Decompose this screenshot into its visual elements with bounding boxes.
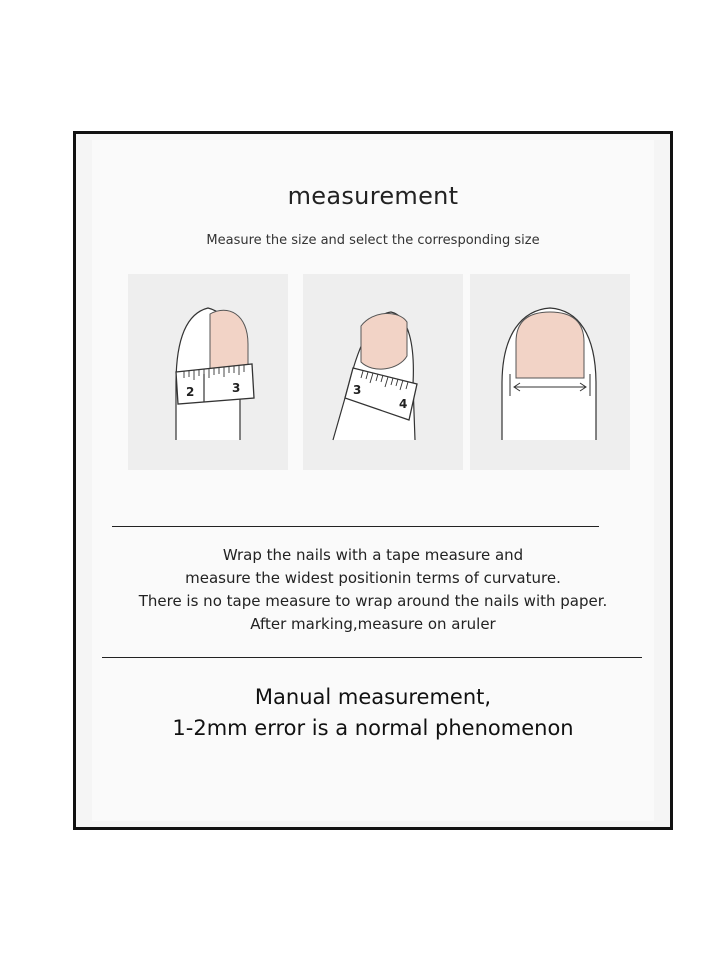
divider-top [112,526,599,527]
nail-width-icon [470,274,630,470]
finger-tape-angled-icon [303,274,463,470]
tape-number: 4 [399,397,408,411]
page-title: measurement [287,182,459,210]
illustration-finger-tape-angled [303,274,463,470]
finger-tape-front-icon [128,274,288,470]
document-panel [92,140,654,821]
instruction-line: There is no tape measure to wrap around the nails with paper. [138,592,608,610]
document-frame [73,131,673,830]
illustration-nail-width [470,274,630,470]
instruction-line: Wrap the nails with a tape measure and [222,546,524,564]
divider-bottom [102,657,642,658]
note-line: Manual measurement, [254,685,492,709]
tape-number: 2 [186,385,195,399]
tape-number: 3 [232,381,241,395]
illustration-finger-tape-front [128,274,288,470]
instruction-line: After marking,measure on aruler [250,615,496,633]
instruction-line: measure the widest positionin terms of curvature. [185,569,561,587]
instructions-text [92,544,654,636]
tape-number: 3 [353,383,362,397]
measurement-note [92,682,654,744]
page-subtitle: Measure the size and select the corresponding size [206,233,540,248]
note-line: 1-2mm error is a normal phenomenon [172,716,574,740]
